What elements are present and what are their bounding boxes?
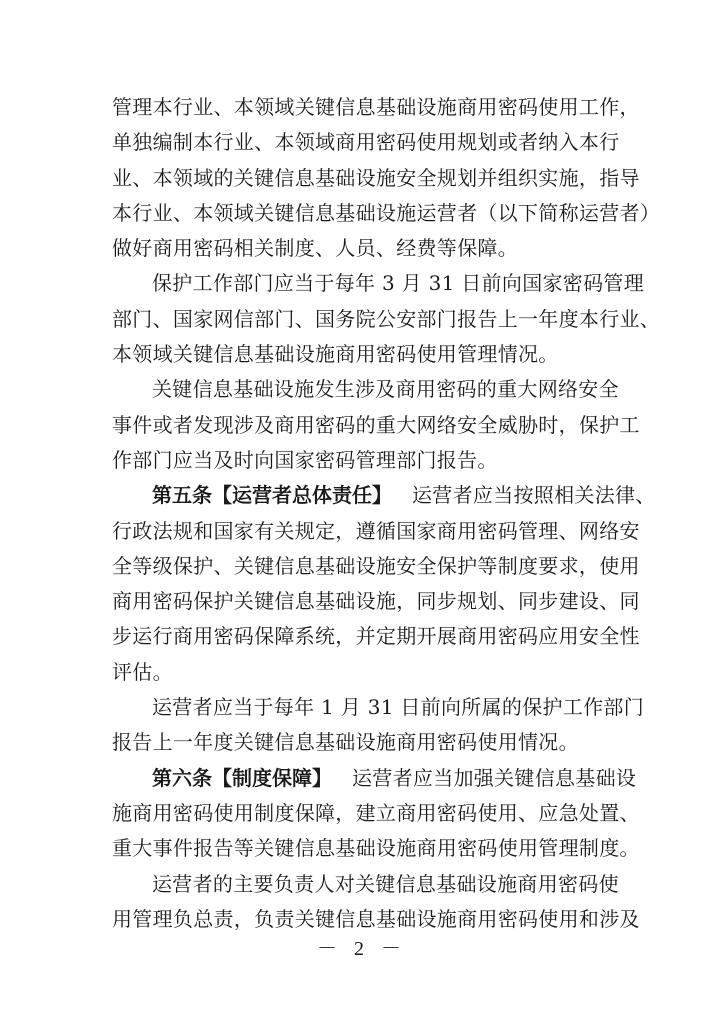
- text-line-fragment: 运营者应当加强关键信息基础设: [352, 765, 637, 790]
- text-line: 单独编制本行业、本领域商用密码使用规划或者纳入本行: [112, 130, 620, 155]
- text-line: 商用密码保护关键信息基础设施，同步规划、同步建设、同: [112, 589, 640, 614]
- text-line: 施商用密码使用制度保障，建立商用密码使用、应急处置、: [112, 800, 640, 825]
- text-line: 本领域关键信息基础设施商用密码使用管理情况。: [112, 342, 559, 367]
- article-5-heading: 第五条【运营者总体责任】: [152, 483, 392, 508]
- text-line: 行政法规和国家有关规定，遵循国家商用密码管理、网络安: [112, 518, 640, 543]
- document-body: [112, 90, 661, 937]
- text-line: 报告上一年度关键信息基础设施商用密码使用情况。: [112, 730, 579, 755]
- text-line: 评估。: [112, 659, 173, 684]
- text-line: 全等级保护、关键信息基础设施安全保护等制度要求，使用: [112, 553, 640, 578]
- text-line: 部门、国家网信部门、国务院公安部门报告上一年度本行业、: [112, 306, 661, 331]
- text-line: 步运行商用密码保障系统，并定期开展商用密码应用安全性: [112, 624, 640, 649]
- text-line: 业、本领域的关键信息基础设施安全规划并组织实施，指导: [112, 165, 640, 190]
- text-line: 管理本行业、本领域关键信息基础设施商用密码使用工作，: [112, 95, 640, 119]
- text-line-fragment: 运营者应当按照相关法律、: [412, 483, 656, 508]
- text-line: 关键信息基础设施发生涉及商用密码的重大网络安全: [152, 377, 619, 402]
- text-line: 事件或者发现涉及商用密码的重大网络安全威胁时，保护工: [112, 412, 640, 437]
- article-6-first-line: [112, 761, 637, 796]
- article-5-first-line: [112, 478, 656, 513]
- text-line: 运营者的主要负责人对关键信息基础设施商用密码使: [152, 871, 619, 896]
- text-line: 做好商用密码相关制度、人员、经费等保障。: [112, 236, 518, 261]
- text-line: 重大事件报告等关键信息基础设施商用密码使用管理制度。: [112, 836, 640, 861]
- text-line: 保护工作部门应当于每年 3 月 31 日前向国家密码管理: [152, 271, 645, 296]
- text-line: 本行业、本领域关键信息基础设施运营者（以下简称运营者）: [112, 200, 661, 225]
- text-line: 作部门应当及时向国家密码管理部门报告。: [112, 447, 498, 472]
- article-6-heading: 第六条【制度保障】: [152, 765, 332, 790]
- text-line: 运营者应当于每年 1 月 31 日前向所属的保护工作部门: [152, 695, 645, 720]
- page-number: － 2 －: [317, 938, 407, 960]
- text-line: 用管理负总责，负责关键信息基础设施商用密码使用和涉及: [112, 906, 640, 931]
